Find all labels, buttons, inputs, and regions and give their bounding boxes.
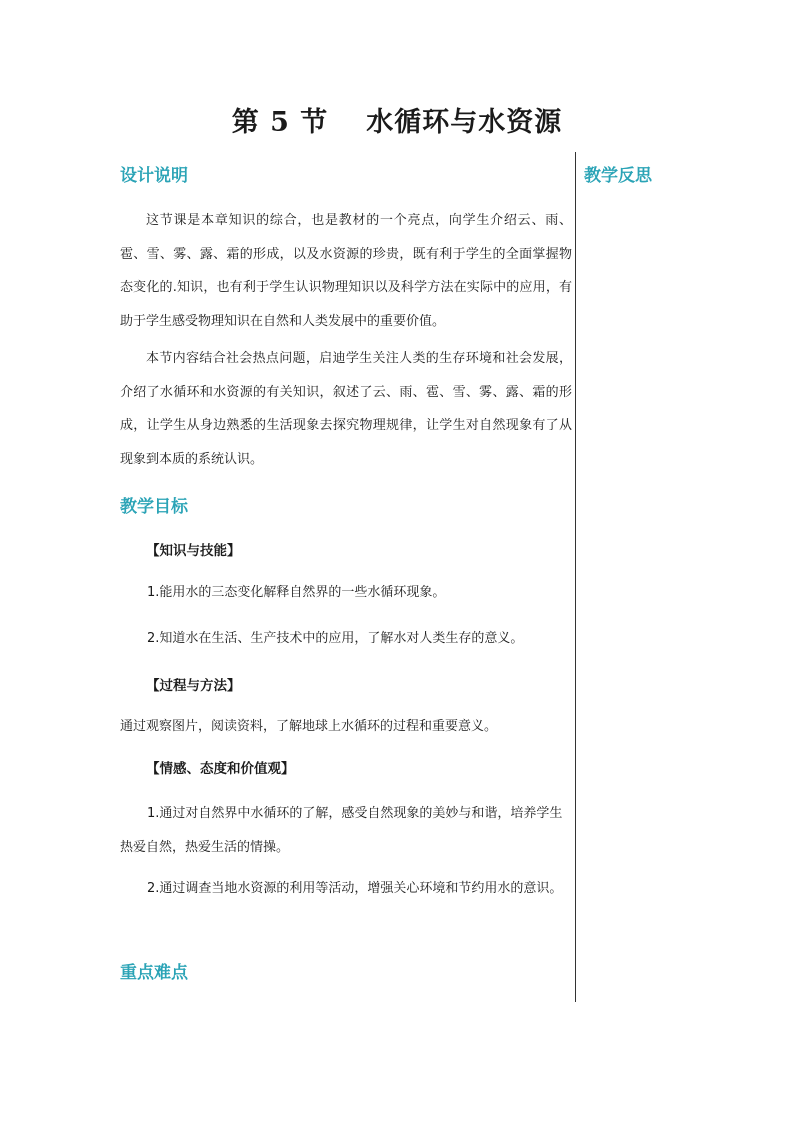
knowledge-label: 【知识与技能】: [146, 543, 241, 559]
emotion-item-1: 1.通过对自然界中水循环的了解，感受自然现象的美妙与和谐，培养学生热爱自然，热爱生活的情操。: [120, 806, 563, 855]
goals-heading: 教学目标: [120, 497, 188, 517]
emotion-item-2: 2.通过调查当地水资源的利用等活动，增强关心环境和节约用水的意识。: [147, 881, 563, 896]
design-heading: 设计说明: [120, 166, 188, 186]
knowledge-item-2: 2.知道水在生活、生产技术中的应用，了解水对人类生存的意义。: [147, 631, 524, 646]
title-topic: 水循环与水资源: [366, 107, 563, 138]
reflection-heading: 教学反思: [584, 166, 652, 186]
design-paragraph-1: 这节课是本章知识的综合，也是教材的一个亮点，向学生介绍云、雨、雹、雪、雾、露、霜的形成，以及水资源的珍贵，既有利于学生的全面掌握物态变化的.知识，也有利于学生认识物理知识以及科学方法在实际中的应用，有助于学生感受物理知识在自然和人类发展中的重要价值。: [120, 213, 572, 329]
column-divider: [575, 152, 576, 1002]
title-section-number: 第 5 节: [231, 107, 329, 138]
key-points-heading: 重点难点: [120, 963, 188, 983]
knowledge-item-1: 1.能用水的三态变化解释自然界的一些水循环现象。: [147, 585, 446, 600]
design-paragraph-2: 本节内容结合社会热点问题，启迪学生关注人类的生存环境和社会发展，介绍了水循环和水资源的有关知识，叙述了云、雨、雹、雪、雾、露、霜的形成，让学生从身边熟悉的生活现象去探究物理规律，让学生对自然现象有了从现象到本质的系统认识。: [120, 351, 572, 467]
process-text: 通过观察图片，阅读资料，了解地球上水循环的过程和重要意义。: [120, 719, 498, 734]
emotion-label: 【情感、态度和价值观】: [146, 761, 295, 777]
process-label: 【过程与方法】: [146, 678, 241, 694]
page-title: [0, 100, 794, 139]
